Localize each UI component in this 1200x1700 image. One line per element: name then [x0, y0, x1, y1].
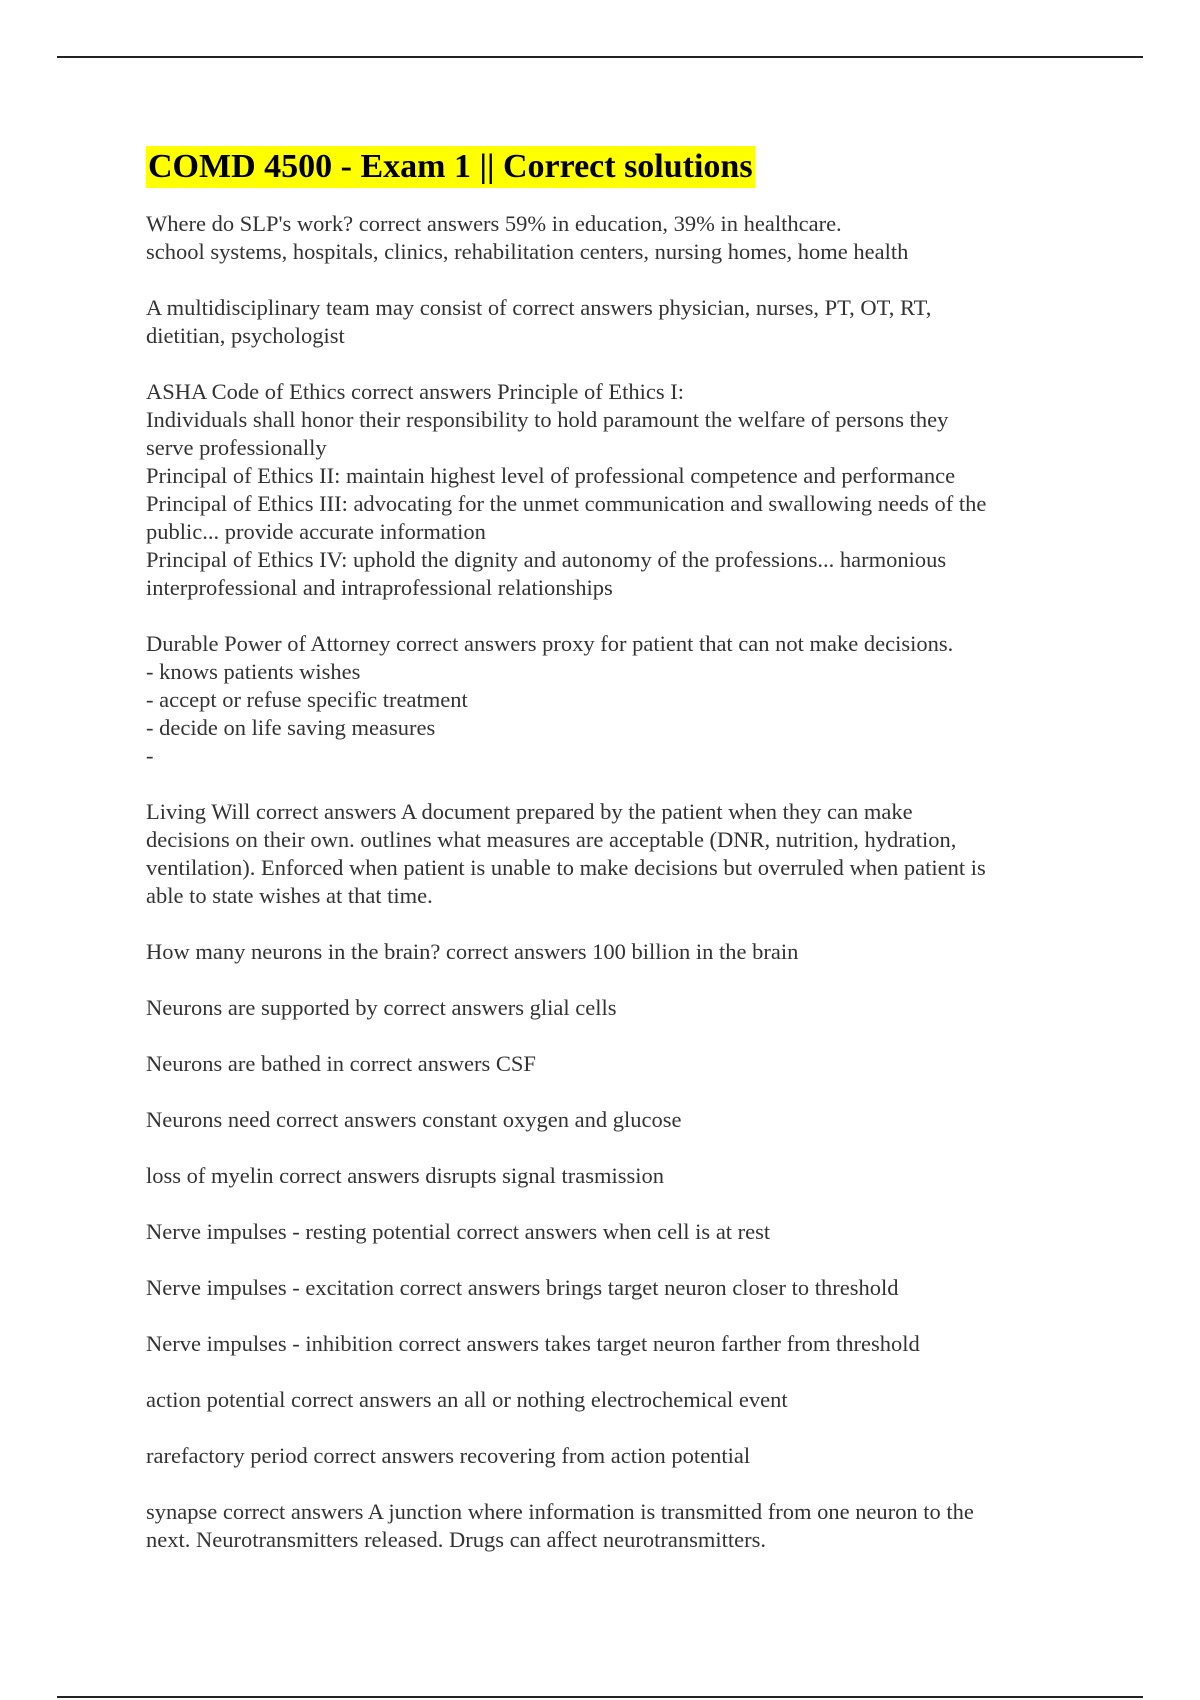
- document-title: COMD 4500 - Exam 1 || Correct solutions: [146, 146, 755, 188]
- qa-line: A multidisciplinary team may consist of correct answers physician, nurses, PT, OT, RT,: [146, 295, 932, 320]
- qa-line: decisions on their own. outlines what measures are acceptable (DNR, nutrition, hydration,: [146, 827, 957, 852]
- qa-line: Nerve impulses - resting potential correct answers when cell is at rest: [146, 1219, 771, 1244]
- qa-line: Where do SLP's work? correct answers 59% in education, 39% in healthcare.: [146, 211, 842, 236]
- qa-line: Neurons are bathed in correct answers CSF: [146, 1051, 536, 1076]
- qa-line: - accept or refuse specific treatment: [146, 687, 468, 712]
- qa-entry: [146, 994, 1076, 1022]
- qa-line: - knows patients wishes: [146, 659, 361, 684]
- qa-line: Principal of Ethics IV: uphold the dignity and autonomy of the professions... harmonious: [146, 547, 947, 572]
- qa-line: synapse correct answers A junction where information is transmitted from one neuron to the: [146, 1499, 974, 1524]
- qa-entry: [146, 294, 1076, 350]
- qa-entry: [146, 1274, 1076, 1302]
- qa-line: Durable Power of Attorney correct answers proxy for patient that can not make decisions.: [146, 631, 954, 656]
- qa-line: rarefactory period correct answers recovering from action potential: [146, 1443, 751, 1468]
- qa-entry: [146, 1106, 1076, 1134]
- qa-entry: [146, 630, 1076, 770]
- qa-entry: [146, 938, 1076, 966]
- qa-line: action potential correct answers an all or nothing electrochemical event: [146, 1387, 788, 1412]
- qa-line: able to state wishes at that time.: [146, 883, 433, 908]
- qa-entry: [146, 798, 1076, 910]
- qa-entry: [146, 1050, 1076, 1078]
- qa-line: Neurons need correct answers constant oxygen and glucose: [146, 1107, 682, 1132]
- qa-entry: [146, 1442, 1076, 1470]
- qa-line: school systems, hospitals, clinics, rehabilitation centers, nursing homes, home health: [146, 239, 909, 264]
- qa-entry: [146, 1218, 1076, 1246]
- document-body: [146, 146, 1076, 1582]
- qa-line: interprofessional and intraprofessional relationships: [146, 575, 613, 600]
- qa-line: next. Neurotransmitters released. Drugs can affect neurotransmitters.: [146, 1527, 766, 1552]
- qa-line: ventilation). Enforced when patient is unable to make decisions but overruled when patient is: [146, 855, 986, 880]
- bottom-divider: [57, 1696, 1143, 1698]
- qa-entry: [146, 1386, 1076, 1414]
- qa-line: Individuals shall honor their responsibility to hold paramount the welfare of persons they: [146, 407, 949, 432]
- top-divider: [57, 56, 1143, 58]
- qa-line: Principal of Ethics II: maintain highest level of professional competence and performance: [146, 463, 956, 488]
- qa-line: Neurons are supported by correct answers glial cells: [146, 995, 617, 1020]
- qa-entry: [146, 378, 1076, 602]
- qa-line: -: [146, 743, 154, 768]
- qa-line: How many neurons in the brain? correct answers 100 billion in the brain: [146, 939, 799, 964]
- qa-line: loss of myelin correct answers disrupts signal trasmission: [146, 1163, 665, 1188]
- qa-entry: [146, 1498, 1076, 1554]
- qa-line: - decide on life saving measures: [146, 715, 436, 740]
- qa-line: public... provide accurate information: [146, 519, 486, 544]
- qa-line: serve professionally: [146, 435, 327, 460]
- qa-line: Principal of Ethics III: advocating for the unmet communication and swallowing needs of the: [146, 491, 987, 516]
- qa-line: dietitian, psychologist: [146, 323, 345, 348]
- qa-line: ASHA Code of Ethics correct answers Principle of Ethics I:: [146, 379, 685, 404]
- qa-entry: [146, 1162, 1076, 1190]
- qa-line: Living Will correct answers A document prepared by the patient when they can make: [146, 799, 913, 824]
- qa-line: Nerve impulses - inhibition correct answers takes target neuron farther from threshold: [146, 1331, 920, 1356]
- qa-line: Nerve impulses - excitation correct answers brings target neuron closer to threshold: [146, 1275, 899, 1300]
- qa-entry: [146, 210, 1076, 266]
- qa-entry: [146, 1330, 1076, 1358]
- qa-list: [146, 210, 1076, 1554]
